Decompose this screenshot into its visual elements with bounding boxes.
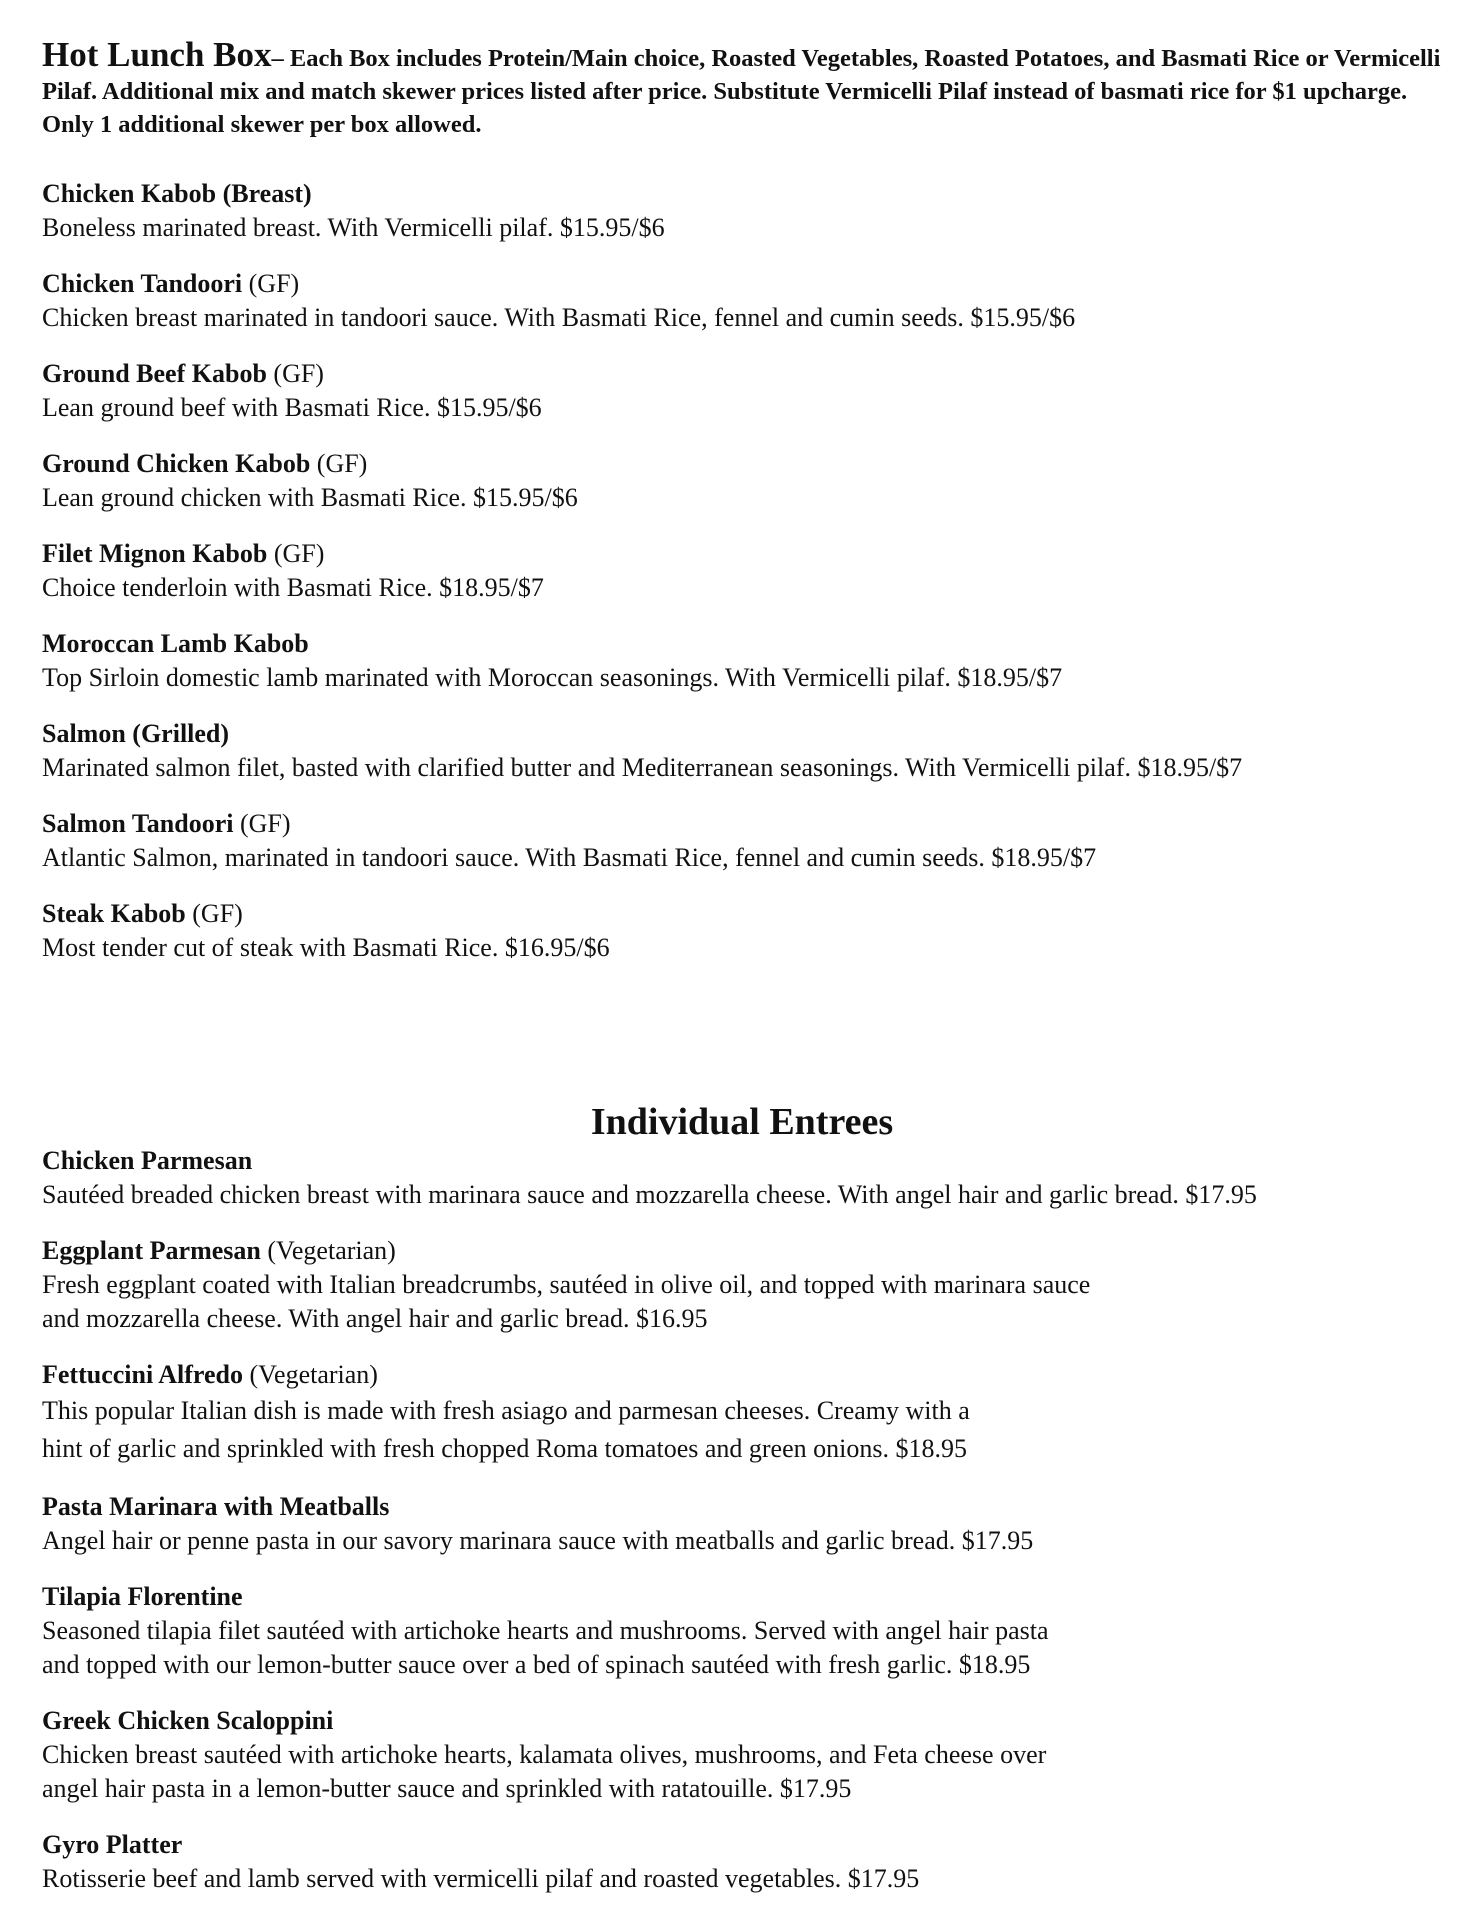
item-tag: (GF)	[242, 269, 300, 298]
item-name: Steak Kabob	[42, 899, 186, 928]
menu-item	[42, 267, 1452, 335]
item-description	[42, 1178, 1452, 1212]
item-title	[42, 897, 1452, 931]
hot-lunch-items	[42, 177, 1452, 965]
item-description	[42, 1268, 1452, 1336]
menu-item	[42, 1358, 1452, 1468]
item-tag: (GF)	[310, 449, 368, 478]
item-name: Filet Mignon Kabob	[42, 539, 268, 568]
item-description: Chicken breast marinated in tandoori sauce. With Basmati Rice, fennel and cumin seeds. $15.95/$6	[42, 303, 1076, 332]
item-title	[42, 537, 1452, 571]
menu-item	[42, 447, 1452, 515]
description-line: Fresh eggplant coated with Italian breadcrumbs, sautéed in olive oil, and topped with marinara sauce	[42, 1270, 1091, 1299]
item-description: Most tender cut of steak with Basmati Rice. $16.95/$6	[42, 933, 610, 962]
item-title	[42, 1828, 1452, 1862]
description-line: and topped with our lemon-butter sauce over a bed of spinach sautéed with fresh garlic. $18.95	[42, 1650, 1031, 1679]
description-line: and mozzarella cheese. With angel hair and garlic bread. $16.95	[42, 1304, 708, 1333]
menu-item	[42, 537, 1452, 605]
section-heading: Individual Entrees	[590, 1101, 894, 1143]
item-name: Moroccan Lamb Kabob	[42, 629, 309, 658]
item-tag: (GF)	[185, 899, 243, 928]
item-description	[42, 1524, 1452, 1558]
menu-item	[42, 1490, 1452, 1558]
menu-item	[42, 627, 1452, 695]
description-line: Angel hair or penne pasta in our savory marinara sauce with meatballs and garlic bread. $17.95	[42, 1526, 1034, 1555]
item-description: Lean ground chicken with Basmati Rice. $15.95/$6	[42, 483, 578, 512]
item-tag: (GF)	[267, 539, 325, 568]
item-title	[42, 627, 1452, 661]
menu-page	[42, 35, 1452, 1893]
item-description: Lean ground beef with Basmati Rice. $15.95/$6	[42, 393, 542, 422]
item-title	[42, 1358, 1452, 1392]
item-description	[42, 1738, 1452, 1806]
item-name: Ground Chicken Kabob	[42, 449, 311, 478]
hot-lunch-description: – Each Box includes Protein/Main choice, Roasted Vegetables, Roasted Potatoes, and Basmati Rice or Vermicelli Pilaf. Additional mix and match skewer prices listed after price. Substitute Vermicelli Pilaf instead of basmati rice for $1 upcharge. Only 1 additional skewer per box allowed.	[42, 45, 1441, 138]
menu-item	[42, 1144, 1452, 1212]
item-name: Salmon (Grilled)	[42, 719, 230, 748]
item-name: Tilapia Florentine	[42, 1582, 243, 1611]
item-description: Atlantic Salmon, marinated in tandoori sauce. With Basmati Rice, fennel and cumin seeds. $18.95/$7	[42, 843, 1097, 872]
item-name: Greek Chicken Scaloppini	[42, 1706, 334, 1735]
menu-item	[42, 807, 1452, 875]
menu-item	[42, 897, 1452, 965]
item-name: Fettuccini Alfredo	[42, 1360, 243, 1389]
item-name: Chicken Tandoori	[42, 269, 243, 298]
item-tag: (GF)	[233, 809, 291, 838]
item-description	[42, 1392, 1452, 1468]
individual-entrees-section	[42, 1100, 1452, 1918]
description-line: Sautéed breaded chicken breast with marinara sauce and mozzarella cheese. With angel hair and garlic bread. $17.95	[42, 1180, 1257, 1209]
item-title	[42, 1234, 1452, 1268]
item-name: Ground Beef Kabob	[42, 359, 267, 388]
description-line: Seasoned tilapia filet sautéed with artichoke hearts and mushrooms. Served with angel hair pasta	[42, 1616, 1049, 1645]
item-name: Pasta Marinara with Meatballs	[42, 1492, 390, 1521]
item-name: Chicken Kabob (Breast)	[42, 179, 312, 208]
item-description: Boneless marinated breast. With Vermicelli pilaf. $15.95/$6	[42, 213, 665, 242]
menu-item	[42, 1234, 1452, 1336]
item-name: Chicken Parmesan	[42, 1146, 253, 1175]
item-title	[42, 447, 1452, 481]
item-tag: (Vegetarian)	[260, 1236, 396, 1265]
menu-item	[42, 1580, 1452, 1682]
item-title	[42, 717, 1452, 751]
menu-item	[42, 717, 1452, 785]
hot-lunch-title: Hot Lunch Box	[42, 35, 272, 74]
item-description: Top Sirloin domestic lamb marinated with Moroccan seasonings. With Vermicelli pilaf. $18.95/$7	[42, 663, 1063, 692]
item-tag: (GF)	[266, 359, 324, 388]
item-title	[42, 357, 1452, 391]
item-description	[42, 1862, 1452, 1896]
hot-lunch-intro	[42, 35, 1452, 141]
item-title	[42, 1490, 1452, 1524]
item-title	[42, 177, 1452, 211]
item-name: Gyro Platter	[42, 1830, 183, 1859]
item-tag: (Vegetarian)	[242, 1360, 378, 1389]
item-title	[42, 1144, 1452, 1178]
description-line: angel hair pasta in a lemon-butter sauce and sprinkled with ratatouille. $17.95	[42, 1774, 852, 1803]
description-line: This popular Italian dish is made with fresh asiago and parmesan cheeses. Creamy with a	[42, 1396, 970, 1425]
item-description: Choice tenderloin with Basmati Rice. $18.95/$7	[42, 573, 544, 602]
menu-item	[42, 1704, 1452, 1806]
description-line: hint of garlic and sprinkled with fresh chopped Roma tomatoes and green onions. $18.95	[42, 1434, 967, 1463]
menu-item	[42, 1828, 1452, 1896]
item-description: Marinated salmon filet, basted with clarified butter and Mediterranean seasonings. With Vermicelli pilaf. $18.95/$7	[42, 753, 1243, 782]
item-title	[42, 1580, 1452, 1614]
menu-item	[42, 177, 1452, 245]
item-title	[42, 807, 1452, 841]
description-line: Chicken breast sautéed with artichoke hearts, kalamata olives, mushrooms, and Feta cheese over	[42, 1740, 1047, 1769]
item-title	[42, 1704, 1452, 1738]
item-title	[42, 267, 1452, 301]
menu-item	[42, 357, 1452, 425]
item-description	[42, 1614, 1452, 1682]
item-name: Eggplant Parmesan	[42, 1236, 261, 1265]
item-name: Salmon Tandoori	[42, 809, 234, 838]
description-line: Rotisserie beef and lamb served with vermicelli pilaf and roasted vegetables. $17.95	[42, 1864, 920, 1893]
